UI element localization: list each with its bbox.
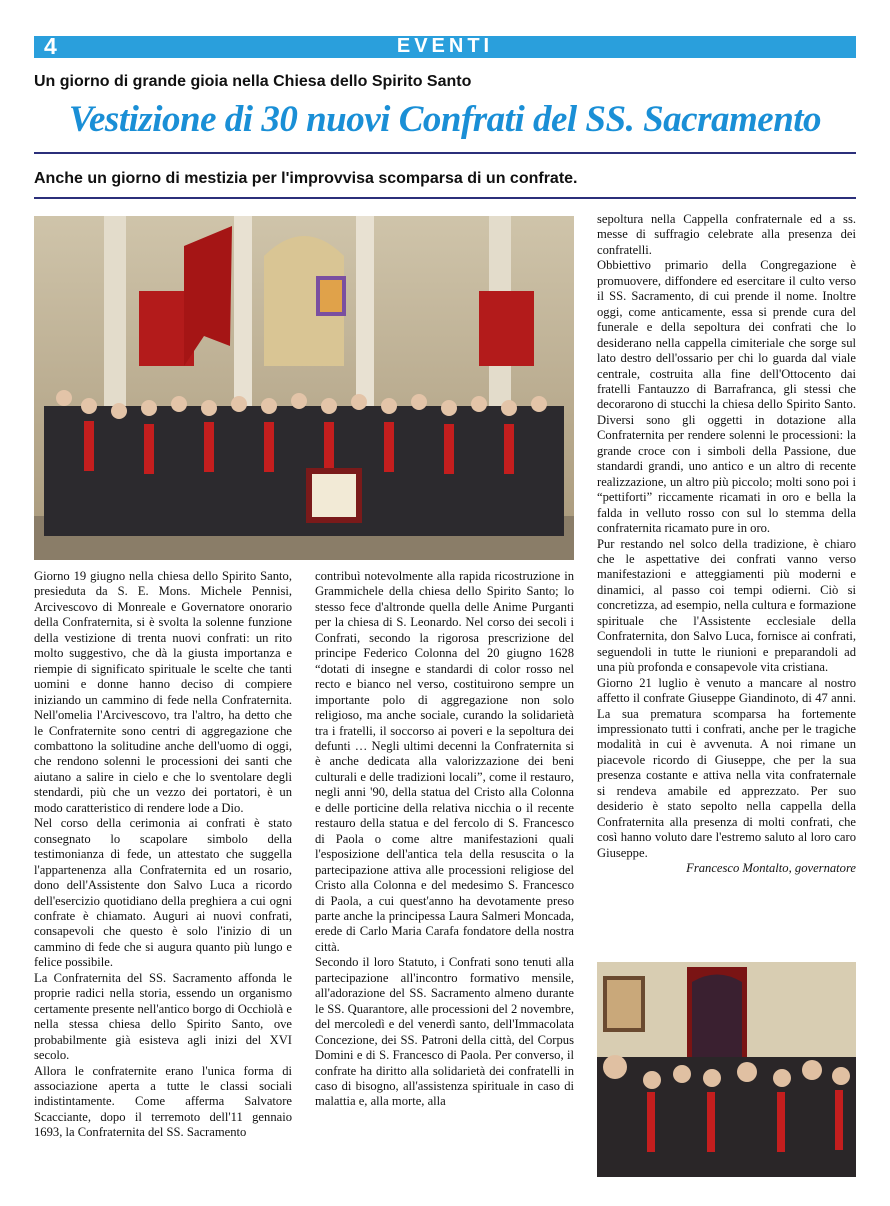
paragraph: Giorno 21 luglio è venuto a mancare al nostro affetto il confrate Giuseppe Giandinoto, di 47 anni. La sua prematura scomparsa ha fortemente impressionato tutti i confrati, anche per le tragiche modalità in cui è avvenuta. A noi rimane un piacevole ricordo di Giuseppe, che per la sua presenza costante e attiva nella vita confraternale si rendeva amabile ed apprezzato. Per suo desiderio è stato sepolto nella cappella della Confraternita alla presenza di molti confrati, che così hanno voluto dare l'estremo saluto al loro caro Giuseppe. — [597, 675, 856, 860]
paragraph: Giorno 19 giugno nella chiesa dello Spirito Santo, presieduta da S. E. Mons. Michele Pennisi, Arcivescovo di Monreale e Governatore onorario della Confraternita, si è svolta la solenne funzione della vestizione di trenta nuovi confrati: un rito molto suggestivo, che dà la giusta importanza e riempie di significato spirituale le scelte che tanti uomini e donne hanno deciso di compiere iniziando un cammino di fede nella Confraternita. Nell'omelia l'Arcivescovo, tra l'altro, ha detto che le Confraternite sono centri di aggregazione che combattono la solitudine anche dell'uomo di oggi, che rendono solenni le processioni dei santi che aiutano a salire in cielo e che lo sventolare degli stendardi, più che un vezzo dei portatori, è un modo caratteristico di rendere lode a Dio. — [34, 569, 292, 815]
paragraph: Allora le confraternite erano l'unica forma di associazione aperta a tutte le classi sociali indistintamente. Come afferma Salvatore Scacciante, dopo il terremoto dell'11 gennaio 1693, la Confraternita del SS. Sacramento — [34, 1063, 292, 1140]
paragraph: Nel corso della cerimonia ai confrati è stato consegnato lo scapolare simbolo della testimonianza di fede, un attestato che suggella l'appartenenza alla Confraternita ed un rosario, dono dell'Assistente don Salvo Luca a ricordo dell'esercizio quotidiano della preghiera a cui ogni confrate è chiamato. Auguri ai nuovi confrati, consapevoli che questo è solo l'inizio di un cammino di fede che si augura quanto più lungo e felice possibile. — [34, 816, 292, 970]
headline-rule — [34, 152, 856, 154]
header-bar — [34, 33, 856, 59]
paragraph: Obbiettivo primario della Congregazione è promuovere, diffondere ed esercitare il culto verso il SS. Sacramento, di cui prende il nome. Inoltre oggi, come anticamente, essa si prende cura del funerale e della sepoltura dei confrati che lo desiderano nella cappella cimiteriale che sorge sul lato destro dell'ossario per chi lo guarda dal viale centrale, costruita alla fine dell'Ottocento dai fratelli Fantauzzo di Barrafranca, gli stessi che decorarono di stucchi la chiesa dello Spirito Santo. Diversi sono gli oggetti in dotazione alla Confraternita per rendere solenni le processioni: la grande croce con i simboli della Passione, due standardi grandi, uno antico e un altro di recente realizzazione, un altro più piccolo; molti sono poi i “pettiforti” riccamente ricamati in oro e bella la falda in velluto rosso con sul lo stemma della confraternita ricamato pure in oro. — [597, 258, 856, 536]
kicker: Un giorno di grande gioia nella Chiesa dello Spirito Santo — [34, 73, 472, 90]
body-column-3 — [597, 212, 856, 876]
paragraph: Pur restando nel solco della tradizione, è chiaro che le aspettative dei confrati vanno verso manifestazioni e atteggiamenti più moderni e dinamici, al passo coi tempi odierni. Ciò si concretizza, ad esempio, nella cultura e formazione spirituale che l'Assistente ecclesiale della Confraternita, don Salvo Luca, fornisce ai confrati, seguendoli in tutte le riunioni e preparandoli ad una più profonda e consapevole vita cristiana. — [597, 536, 856, 675]
signature: Francesco Montalto, governatore — [686, 861, 856, 876]
funeral-photo — [597, 962, 856, 1177]
subheadline: Anche un giorno di mestizia per l'improvvisa scomparsa di un confrate. — [34, 170, 578, 187]
paragraph: La Confraternita del SS. Sacramento affonda le proprie radici nella storia, essendo un organismo certamente presente nell'antico borgo di Occhiolà e nella stessa chiesa dello Spirito Santo, ove probabilmente già esisteva agli inizi del XVI secolo. — [34, 970, 292, 1063]
paragraph: sepoltura nella Cappella confraternale ed a ss. messe di suffragio celebrate alla presenza dei confratelli. — [597, 212, 856, 257]
subheadline-rule — [34, 197, 856, 199]
paragraph: contribuì notevolmente alla rapida ricostruzione in Grammichele della chiesa dello Spirito Santo; lo stesso fece d'altronde quella delle Anime Purganti per la chiesa di S. Leonardo. Nel corso dei secoli i Confrati, secondo la rigorosa prescrizione del principe Federico Colonna del 20 giugno 1628 “dotati di insegne e standardi di color rosso nel recto e bianco nel verso, costituirono sempre un importante polo di aggregazione non solo religioso, ma anche sociale, curando la solidarietà tra i fratelli, il soccorso ai poveri e la sepoltura dei defunti … Negli ultimi decenni la Confraternita si è anche dedicata alla valorizzazione dei beni culturali e delle tradizioni locali”, come il restauro, negli anni '90, della statua del Cristo alla Colonna e delle porticine della relativa nicchia o il recente restauro della statua e del fercolo di S. Francesco di Paola o come altre manifestazioni quali l'esposizione dell'antica tela della resuscita o la partecipazione attiva alle processioni religiose del Cristo alla Colonna e del medesimo S. Francesco di Paola, a cui quest'anno ha devotamente preso parte anche la principessa Laura Salmeri Moncada, erede di Carlo Maria Carafa fondatore della nostra città. — [315, 569, 574, 954]
body-column-1 — [34, 569, 292, 1141]
headline: Vestizione di 30 nuovi Confrati del SS. Sacramento — [68, 99, 822, 140]
section-title: EVENTI — [396, 35, 494, 57]
body-column-2 — [315, 569, 574, 1110]
page-number: 4 — [44, 33, 57, 59]
group-photo — [34, 216, 574, 560]
paragraph: Secondo il loro Statuto, i Confrati sono tenuti alla partecipazione all'incontro formativo mensile, all'adorazione del SS. Sacramento almeno durante le SS. Quarantore, alle processioni del 2 novembre, del mercoledì e del venerdì santo, dell'Immacolata Concezione, dei SS. Patroni della città, del Corpus Domini e di S. Francesco di Paola. Per converso, il confrate ha diritto alla solidarietà dei confratelli in caso di bisogno, all'assistenza spirituale in caso di malattia e, alla morte, alla — [315, 955, 574, 1109]
